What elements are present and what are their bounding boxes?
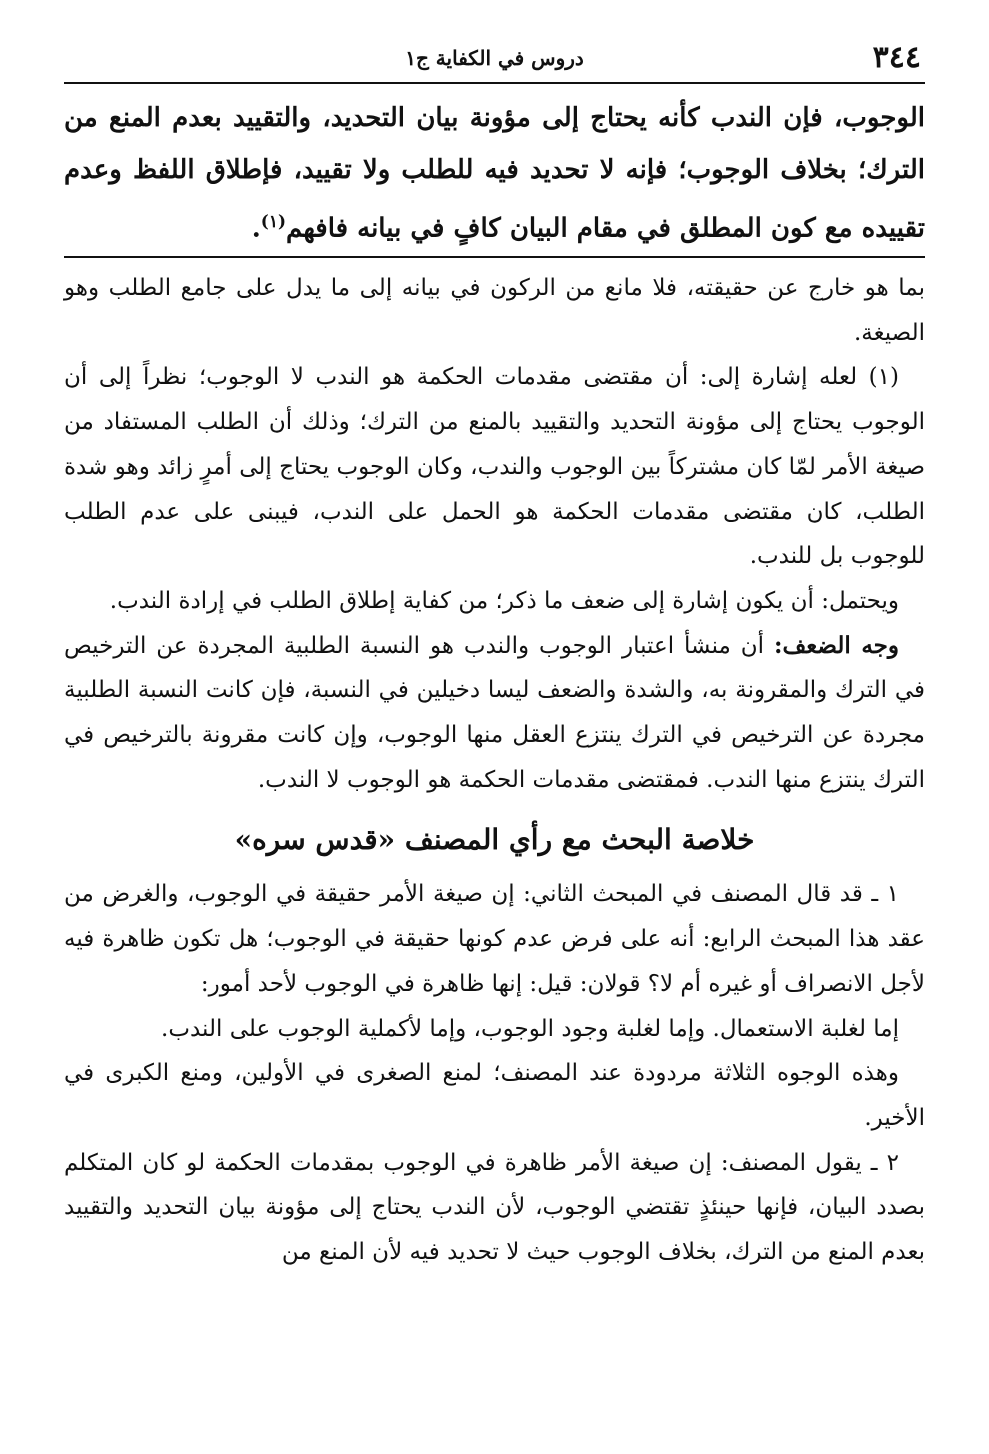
page-header	[64, 36, 925, 84]
paragraph-text: أن منشأ اعتبار الوجوب والندب هو النسبة الطلبية المجردة عن الترخيص في الترك والمقرونة به، والشدة والضعف ليسا دخيلين في النسبة، فإن كانت النسبة الطلبية مجردة عن الترخيص في الترك ينتزع العقل منها الوجوب، وإن كانت مقرونة بالترخيص في الترك ينتزع منها الندب. فمقتضى مقدمات الحكمة هو الوجوب لا الندب.	[64, 632, 925, 793]
running-title: دروس في الكفاية ج١	[405, 46, 584, 70]
paragraph-lead: وجه الضعف:	[773, 631, 900, 659]
summary-paragraph: ٢ ـ يقول المصنف: إن صيغة الأمر ظاهرة في الوجوب بمقدمات الحكمة لو كان المتكلم بصدد البيان، فإنها حينئذٍ تقتضي الوجوب، لأن الندب يحتاج إلى مؤونة بيان التحديد والتقييد بعدم المنع من الترك، بخلاف الوجوب حيث لا تحديد فيه لأن المنع من	[64, 1149, 925, 1266]
commentary-paragraph: بما هو خارج عن حقيقته، فلا مانع من الركون في بيانه إلى ما يدل على جامع الطلب وهو الصيغة.	[64, 275, 925, 346]
footnote-reference: (١)	[260, 212, 287, 232]
summary-paragraph: ١ ـ قد قال المصنف في المبحث الثاني: إن صيغة الأمر حقيقة في الوجوب، والغرض من عقد هذا المبحث الرابع: أنه على فرض عدم كونها حقيقة في الوجوب؛ هل تكون ظاهرة فيه لأجل الانصراف أو غيره أم لا؟ قولان: قيل: إنها ظاهرة في الوجوب لأحد أمور:	[64, 881, 925, 997]
page-number: ٣٤٤	[872, 40, 921, 75]
summary-paragraph: وهذه الوجوه الثلاثة مردودة عند المصنف؛ لمنع الصغرى في الأولين، ومنع الكبرى في الأخير.	[64, 1060, 925, 1131]
main-text-end: .	[251, 213, 261, 244]
footnote-divider	[64, 256, 925, 258]
commentary-paragraph	[64, 624, 925, 803]
section-title: خلاصة البحث مع رأي المصنف «قدس سره»	[234, 823, 755, 857]
main-text-block	[64, 92, 925, 255]
summary-paragraph: إما لغلبة الاستعمال. وإما لغلبة وجود الوجوب، وإما لأكملية الوجوب على الندب.	[161, 1015, 899, 1042]
commentary-paragraph: ويحتمل: أن يكون إشارة إلى ضعف ما ذكر؛ من كفاية إطلاق الطلب في إرادة الندب.	[109, 587, 899, 614]
main-text-body: الوجوب، فإن الندب كأنه يحتاج إلى مؤونة بيان التحديد، والتقييد بعدم المنع من الترك؛ بخلاف الوجوب؛ فإنه لا تحديد فيه للطلب ولا تقييد، فإطلاق اللفظ وعدم تقييده مع كون المطلق في مقام البيان كافٍ في بيانه فافهم	[64, 103, 925, 244]
commentary-block	[64, 266, 925, 1275]
footnote-paragraph: (١) لعله إشارة إلى: أن مقتضى مقدمات الحكمة هو الندب لا الوجوب؛ نظراً إلى أن الوجوب يحتاج إلى مؤونة التحديد والتقييد بالمنع من الترك؛ وذلك أن الطلب المستفاد من صيغة الأمر لمّا كان مشتركاً بين الوجوب والندب، وكان الوجوب يحتاج إلى أمرٍ زائد وهو شدة الطلب، كان مقتضى مقدمات الحكمة هو الحمل على الندب، فيبنى على عدم الطلب للوجوب بل للندب.	[64, 364, 925, 570]
